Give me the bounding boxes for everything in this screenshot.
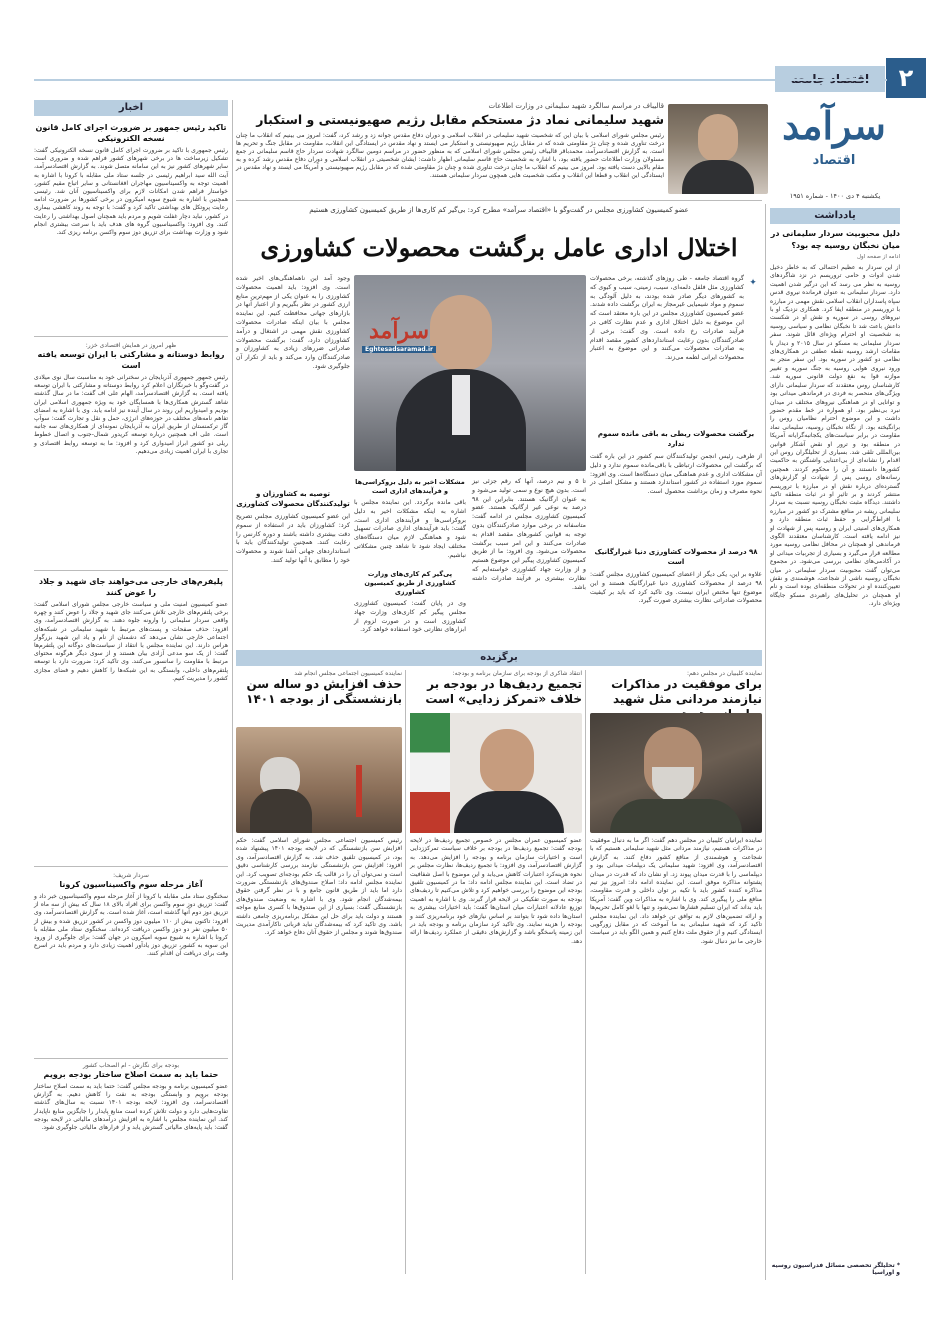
akhbar-item-body: عضو کمیسیون برنامه و بودجه مجلس گفت: حتما باید به سمت اصلاح ساختار بودجه برویم و وابستگی بودجه به نفت را کاهش دهیم. به گزارش اقتصادسرآمد، وی افزود: لایحه بودجه ۱۴۰۱ نسبت به سال‌های گذشته تفاوت‌هایی دارد و دولت تلاش کرده است منابع پایدار را جایگزین منابع ناپایدار کند. این نماینده مجلس با اشاره به افزایش درآمدهای مالیاتی در لایحه بودجه گفت: باید پایه‌های مالیاتی گسترش یابد و از فرارهای مالیاتی جلوگیری شود.: [34, 1083, 228, 1132]
akhbar-item-title: حتما باید به سمت اصلاح ساختار بودجه برویم: [43, 1070, 219, 1079]
bargozideh-body: نماینده ایرانیان کلیبیان در مجلس دهم گفت: اگر ما به دنبال موفقیت در مذاکرات هستیم، نیازمند مردانی مثل شهید سلیمانی هستیم که با شجاعت و هوشمندی از منافع کشور دفاع کنند. به گزارش اقتصادسرآمد، وی افزود: شهید سلیمانی یک دیپلمات میدانی بود و دیپلماسی را با قدرت میدان پیوند زد. او نشان داد که قدرت در میدان پشتوانه مذاکره موفق است. این نماینده ادامه داد: امروز نیز تیم مذاکره کننده کشور باید با تکیه بر توان داخلی و قدرت مقاومت، منافع ملی را پیگیری کند. وی با اشاره به مذاکرات وین گفت: آمریکا باید بداند که ایران تسلیم فشارها نمی‌شود و تنها با لغو کامل تحریم‌ها و ارائه تضمین‌های لازم به توافق تن خواهد داد. این نماینده مجلس تاکید کرد که شهید سلیمانی به ما آموخت که در مقابل زورگویی ایستادگی کنیم و از حقوق ملت دفاع کنیم و همین الگو باید در سیاست خارجی ما نیز دنبال شود.: [590, 837, 762, 945]
akhbar-item-3: [34, 576, 228, 862]
sep-logo-icon: ✦: [749, 278, 757, 288]
bargozideh-item-3: [236, 670, 402, 1274]
bargozideh-item-1: [590, 670, 762, 1274]
column-rule: [765, 204, 766, 1280]
main-col-body: گروه اقتصاد جامعه - طی روزهای گذشته، برخی محصولات کشاورزی مثل فلفل دلمه‌ای، سیب، زمینی، سیب و کیوی که به کشورهای دیگر صادر شده بودند، به دلیل آلودگی به سموم و مواد شیمیایی غیرمجاز به ایران برگشت داده شدند. عضو کمیسیون کشاورزی مجلس در این باره معتقد است که این موضوع به دلیل اختلال اداری و عدم نظارت کافی در فرآیند صادرات رخ داده است. وی گفت: برخی از صادرکنندگان بدون رعایت استانداردهای کشور مقصد اقدام به صادرات محصولات می‌کنند و این موضوع به اعتبار محصولات ایرانی لطمه می‌زند.: [590, 275, 744, 362]
bargozideh-body: رئیس کمیسیون اجتماعی مجلس شورای اسلامی گفت: حکم افزایش سن بازنشستگی که در لایحه بودجه ۱۴۰۱ پیشنهاد شده بود، در کمیسیون تلفیق حذف شد. به گزارش اقتصادسرآمد، وی افزود: افزایش سن بازنشستگی نیازمند بررسی کارشناسی دقیق است و نمی‌توان آن را در قالب یک حکم بودجه‌ای تصویب کرد. این نماینده مجلس ادامه داد: اصلاح صندوق‌های بازنشستگی ضرورت دارد اما باید از طریق قانون جامع و با در نظر گرفتن حقوق بیمه‌شدگان انجام شود. وی با اشاره به وضعیت صندوق‌های بازنشستگی گفت: بسیاری از این صندوق‌ها با کسری منابع مواجه هستند و دولت باید برای حل این مشکل برنامه‌ریزی جامعی داشته باشد. وی تاکید کرد که بیمه‌شدگان نباید قربانی ناکارآمدی مدیریت صندوق‌ها شوند و مجلس از حقوق آنان دفاع خواهد کرد.: [236, 837, 402, 937]
page-number-badge: ۲: [886, 58, 926, 98]
divider: [34, 1058, 228, 1059]
akhbar-item-body: عضو کمیسیون امنیت ملی و سیاست خارجی مجلس شورای اسلامی گفت: برخی پلتفرم‌های خارجی تلاش می‌کنند جای شهید و جلاد را عوض کنند و چهره واقعی سردار سلیمانی را وارونه جلوه دهند. به گزارش اقتصادسرآمد، وی افزود: حذف صفحات و پست‌های مرتبط با شهید سلیمانی در شبکه‌های اجتماعی خارجی نشان می‌دهد که دشمنان از نام و یاد این شهید بزرگوار هراس دارند. این نماینده مجلس با انتقاد از سیاست‌های دوگانه این پلتفرم‌ها گفت: از یک سو مدعی آزادی بیان هستند و از سوی دیگر هرگونه محتوای مرتبط با مقاومت را سانسور می‌کنند. وی تاکید کرد: ضرورت دارد با توسعه پلتفرم‌های داخلی، وابستگی به این شبکه‌ها را کاهش دهیم و فضای مجازی کشور را مدیریت کنیم.: [34, 601, 228, 682]
akhbar-item-body: رئیس جمهوری با تاکید بر ضرورت اجرای کامل قانون نسخه الکترونیکی گفت: تشکیل زیرساخت ها در برخی شهرهای کشور فراهم شده و ضروری است سایر شهرهای کشور نیز به این سامانه متصل شوند. به گزارش اقتصادسرآمد، آیت الله سید ابراهیم رئیسی در جلسه ستاد ملی مقابله با کرونا با اشاره به اهمیت توجه به واکسیناسیون مهاجران افغانستانی و سایر اتباع مقیم کشور، خواستار فراهم شدن امکانات لازم برای واکسیناسیون آنان شد. رئیسی همچنین با اشاره به شیوع سویه امیکرون در برخی کشورها بر ضرورت ادامه رعایت پروتکل های بهداشتی تاکید کرد و گفت: با توجه به روند کاهشی بیماری در کشور، نباید دچار غفلت شویم و مردم باید همچنان اصول بهداشتی را رعایت کنند. وی افزود: واکسیناسیون گروه های هدف باید با سرعت بیشتری انجام شود و وزارت بهداشت برای تزریق دوز سوم واکسن برنامه ریزی کند.: [33, 147, 228, 237]
bargozideh-title: تجمیع ردیف‌ها در بودجه بر خلاف «تمرکز زدایی» است: [425, 677, 582, 706]
bargozideh-item-2: [410, 670, 582, 1274]
main-col-body: وجود آمد این ناهماهنگی‌های اخیر شده است. وی افزود: باید اهمیت محصولات کشاورزی را به عنوان یکی از مهم‌ترین منابع ارزی کشور در نظر بگیریم و از اعتبار آنها در بازارهای جهانی محافظت کنیم. این نماینده مجلس با بیان اینکه صادرات محصولات کشاورزی نقش مهمی در اشتغال و درآمد کشاورزان دارد، گفت: برگشت محصولات صادراتی ضررهای زیادی به کشاورزان و صادرکنندگان وارد می‌کند و باید از تکرار آن جلوگیری شود.: [236, 275, 350, 370]
bargozideh-body: عضو کمیسیون عمران مجلس در خصوص تجمیع ردیف‌ها در لایحه بودجه گفت: تجمیع ردیف‌ها در بودجه بر خلاف سیاست تمرکززدایی است و اختیارات سازمان برنامه و بودجه را افزایش می‌دهد. به گزارش اقتصادسرآمد، وی افزود: با تجمیع ردیف‌ها، نظارت مجلس بر نحوه هزینه‌کرد اعتبارات کاهش می‌یابد و این موضوع با اصل شفافیت در تضاد است. این نماینده مجلس ادامه داد: ما در کمیسیون تلفیق بودجه این موضوع را بررسی خواهیم کرد و تلاش می‌کنیم تا ردیف‌های بودجه به صورت تفکیکی در لایحه قرار گیرند. وی با اشاره به اهمیت توزیع عادلانه اعتبارات میان استان‌ها گفت: باید اختیارات بیشتری به استان‌ها داده شود تا بتوانند بر اساس نیازهای خود برنامه‌ریزی کنند و بودجه را هزینه نمایند. وی تاکید کرد سازمان برنامه و بودجه باید در این زمینه پاسخگو باشد و گزارش‌های دقیقی از عملکرد ردیف‌ها ارائه دهد.: [410, 837, 582, 945]
qalibaf-photo: [668, 104, 768, 194]
column-rule: [405, 670, 406, 1274]
watermark-text: سرآمد: [368, 318, 430, 344]
main-col-subhead: ۹۸ درصد از محصولات کشاورزی دنیا غیرارگانیک است: [594, 548, 758, 566]
akhbar-item-title: تاکید رئیس جمهور بر ضرورت اجرای کامل قانون نسخه الکترونیکی: [35, 123, 227, 143]
akhbar-item-2: [34, 342, 228, 564]
logo-main: سرآمد: [782, 103, 886, 148]
bargozideh-header: برگزیده: [236, 650, 762, 666]
akhbar-item-4: [34, 872, 228, 1052]
akhbar-item-kicker: سردار شریف:: [113, 872, 149, 879]
mp-shakeri-photo: [410, 713, 582, 833]
main-story-title: اختلال اداری عامل برگشت محصولات کشاورزی: [260, 233, 738, 262]
main-col-body: تا ۵ و نیم درصد، آنها که رقم جزئی نیز است. بدون هیچ نوع و سمی تولید می‌شود و به عنوان ارگانیک هستند. بنابراین این ۹۸ درصد به نوعی غیر ارگانیک هستند. عضو کمیسیون کشاورزی مجلس در ادامه گفت: متاسفانه در برخی موارد صادرکنندگان بدون توجه به قوانین کشورهای مقصد اقدام به صادرات می‌کنند و این امر سبب برگشت محصولات می‌شود. وی افزود: ما از طریق کمیسیون کشاورزی پیگیر این موضوع هستیم و از وزارت جهاد کشاورزی خواسته‌ایم که نظارت بیشتری بر فرآیند صادرات داشته باشد.: [472, 478, 586, 591]
yaddasht-footer: * تحلیلگر تخصصی مسائل فدراسیون روسیه و اوراسیا: [771, 1262, 900, 1276]
main-col-body: باقی مانده برگردد. این نماینده مجلس با اشاره به اینکه مشکلات اخیر به دلیل بروکراسی‌ها و فرآیندهای اداری است، گفت: باید فرآیندهای اداری صادرات تسهیل شود و هماهنگی لازم میان دستگاه‌های مختلف ایجاد شود تا شاهد چنین مشکلاتی نباشیم.: [354, 499, 466, 559]
logo-sub: اقتصاد: [812, 153, 856, 168]
masthead-logo: [776, 100, 892, 190]
main-col-2: [236, 275, 350, 645]
akhbar-header: اخبار: [34, 100, 228, 116]
watermark-logo: [362, 316, 436, 356]
yaddasht-header: یادداشت: [770, 208, 900, 224]
pensioner-photo: [236, 727, 402, 833]
main-col-body: این عضو کمیسیون کشاورزی مجلس تصریح کرد: کشاورزان باید در استفاده از سموم دقت بیشتری داشته باشند و دوره کارنس را رعایت کنند. همچنین تولیدکنندگان باید با استانداردهای جهانی آشنا شوند و محصولات خود را مطابق با آنها تولید کنند.: [236, 513, 350, 564]
soleimani-photo: [590, 713, 762, 833]
divider: [34, 570, 228, 571]
header-rule: [34, 79, 887, 81]
bargozideh-kicker: انتقاد شاکری از بودجه برای سازمان برنامه و بودجه:: [452, 670, 582, 677]
akhbar-item-title: روابط دوستانه و مشارکتی با ایران توسعه یافته است: [37, 350, 225, 370]
divider: [236, 200, 762, 201]
akhbar-item-kicker: ظهر امروز در همایش اقتصادی خزر:: [85, 342, 177, 349]
top-story-body: رئیس مجلس شورای اسلامی با بیان این که شخصیت شهید سلیمانی در انقلاب اسلامی و دوران دفاع مقدس جوانه زد و رشد کرد، گفت: امروز می بینیم که انقلاب ما چنان درخت تناوری شده و چنان دژ مقاومتی شده که در مقابل رژیم صهیونیستی و استکبار می ایستد و نهاد مقدس در ایستادگی این انقلاب، مقاومت در مقابل جنگ و تحریم ها است. به گزارش اقتصادسرآمد، محمدباقر قالیباف رئیس مجلس شورای اسلامی که به منظور حضور در مراسم دومین سالگرد شهادت سردار حاج قاسم سلیمانی در جمع مسئولان وزارت اطلاعات حضور یافته بود، با اشاره به شخصیت حاج قاسم سلیمانی اظهار داشت: ایشان شخصیتی در انقلاب اسلامی و دوران دفاع مقدس رشد کرده و به مقام بالایی دست یافته بود. امروز می بینیم که انقلاب ما چنان درخت تناوری شده و چنان دژ مقاومتی شده که در مقابل رژیم صهیونیستی و آمریکا می ایستد و نهاد مقدس در ایستادگی این انقلاب و قطعا این انقلاب و مکتب شخصیت هایی همچون سردار سلیمانی هستند.: [236, 132, 664, 179]
bargozideh-kicker: نماینده کمیسیون اجتماعی مجلس انجام شد: [294, 670, 402, 677]
mp-photo: [354, 275, 586, 471]
main-story-kicker: عضو کمیسیون کشاورزی مجلس در گفت‌وگو با «اقتصاد سرآمد» مطرح کرد: بی‌گیر کم کاری‌ها از طریق کمیسیون کشاورزی هستیم: [309, 206, 689, 214]
main-col-1: [590, 275, 762, 645]
akhbar-item-title: آغاز مرحله سوم واکسیناسیون کرونا: [59, 880, 203, 889]
date-line: یکشنبه ۴ دی ۱۴۰۰ - شماره ۱۹۵۱: [789, 192, 881, 200]
yaddasht-title: دلیل محبوبیت سردار سلیمانی در میان نخبگان روسیه چه بود؟: [770, 229, 900, 250]
top-story-title: شهید سلیمانی نماد دژ مستحکم مقابل رژیم صهیونیستی و استکبار: [256, 112, 664, 127]
akhbar-item-1: [34, 122, 228, 327]
bargozideh-kicker: نماینده کلیبیان در مجلس دهم:: [686, 670, 762, 677]
main-col-body: از طرفی، رئیس انجمن تولیدکنندگان سم کشور در این باره گفت که برگشت این محصولات ارتباطی با باقی‌مانده سموم ندارد و دلیل آن مشکلات اداری و عدم هماهنگی میان دستگاه‌ها است. وی افزود: سموم مورد استفاده در کشور استاندارد هستند و مشکل اصلی در نحوه مصرف و زمان برداشت محصول است.: [590, 453, 762, 496]
main-col-body: علاوه بر این، یکی دیگر از اعضای کمیسیون کشاورزی مجلس گفت: ۹۸ درصد از محصولات کشاورزی دنیا غیرارگانیک هستند و این موضوع تنها مختص ایران نیست. وی تاکید کرد که باید بر کیفیت محصولات صادراتی نظارت بیشتری صورت گیرد.: [590, 571, 762, 605]
top-story-kicker: قالیباف در مراسم سالگرد شهید سلیمانی در وزارت اطلاعات: [488, 102, 664, 110]
main-col-subhead: مشکلات اخیر به دلیل بروکراسی‌ها و فرآیندهای اداری است: [355, 478, 465, 495]
akhbar-item-kicker: بودجه برای نگارش - ام الصحاب کشور: [83, 1062, 179, 1069]
main-col-subhead: پی‌گیر کم کاری‌های وزارت کشاورزی از طریق کمیسیون کشاورزی: [364, 570, 456, 596]
akhbar-item-title: پلیفرم‌های خارجی می‌خواهند جای شهید و جلاد را عوض کنند: [38, 577, 224, 597]
column-rule: [232, 100, 233, 1280]
watermark-url: Eghtesadsaramad.ir: [362, 346, 436, 353]
main-col-subhead: برگشت محصولات ربطی به باقی مانده سموم ندارد: [597, 430, 755, 448]
akhbar-item-body: رئیس جمهور جمهوری آذربایجان در سخنرانی خود به مناسبت سال نوی میلادی در گفت‌وگو با خبرنگاران اعلام کرد روابط دوستانه و مشارکتی با ایران توسعه یافته است. به گزارش اقتصادسرآمد، الهام علی اف گفت: ما در سال گذشته شاهد گسترش همکاری‌ها با همسایگان خود به ویژه جمهوری اسلامی ایران بودیم و امیدواریم این روند در سال آینده نیز ادامه یابد. وی با اشاره به امضای تفاهم نامه‌های مختلف در حوزه‌های انرژی، حمل و نقل و تجارت گفت: سوآپ گاز ترکمنستان از طریق ایران به آذربایجان نمونه‌ای از همکاری‌های سه جانبه است. علی اف همچنین درباره توسعه کریدور شمال-جنوب و اتصال خطوط ریلی دو کشور ابراز امیدواری کرد و افزود: ما به توسعه روابط اقتصادی و تجاری با ایران اهمیت زیادی می‌دهیم.: [34, 374, 228, 455]
column-rule: [585, 670, 586, 1274]
yaddasht-body: از این سردار به عظیم احتمالی که به خاطر دخیل شدن ادوات و حامی تروریسم در نزد شاگردهای روسیه به نظر می رسد که این درگیر شدن اهمیت دارد. سردار سلیمانی به عنوان فرمانده نیروی قدس سپاه پاسداران انقلاب اسلامی نقش مهمی در مبارزه با تروریسم در منطقه ایفا کرد. همکاری نزدیک او با نیروهای روسی در سوریه و نقش او در شکست داعش باعث شد تا نخبگان نظامی و سیاسی روسیه به شخصیت او احترام ویژه‌ای قائل شوند. سفر سردار سلیمانی به مسکو در سال ۲۰۱۵ و دیدار با مقامات ارشد روسیه نقطه عطفی در همکاری‌های نظامی دو کشور در سوریه بود. این سفر منجر به ورود نیروی هوایی روسیه به جنگ سوریه و تغییر موازنه قوا به نفع دولت قانونی سوریه شد. کارشناسان روس معتقدند که سردار سلیمانی دارای ویژگی‌های منحصر به فردی در فرماندهی میدانی بود و توانایی او در هماهنگی نیروهای مختلف در میدان نبرد بی‌نظیر بود. او همواره در خط مقدم حضور داشت و این موضوع احترام نظامیان روس را برانگیخته بود. از نگاه نخبگان روسیه، سلیمانی نماد مقاومت در برابر سیاست‌های یکجانبه‌گرایانه آمریکا در منطقه بود و ترور او نقض آشکار قوانین بین‌المللی تلقی شد. بسیاری از تحلیلگران روس این اقدام را نشانه‌ای از بی‌اعتنایی واشنگتن به حاکمیت کشورها دانستند و آن را محکوم کردند. همچنین رسانه‌های روسی پس از شهادت او گزارش‌های گسترده‌ای درباره نقش او در مبارزه با تروریسم منتشر کردند و بر تاثیر او در ثبات منطقه تاکید داشتند. دیدگاه مثبت نخبگان روسیه نسبت به سردار سلیمانی ریشه در منافع مشترک دو کشور در مبارزه با افراط‌گرایی و حفظ ثبات منطقه دارد و همکاری‌های امنیتی ایران و روسیه پس از شهادت او نیز ادامه یافته است. کارشناسان معتقدند الگوی فرماندهی او همچنان در محافل نظامی روسیه مورد مطالعه قرار می‌گیرد و بسیاری از تجربیات میدانی او در آکادمی‌های نظامی بررسی می‌شود. در مجموع می‌توان گفت محبوبیت سردار سلیمانی در میان نخبگان روسیه ناشی از شجاعت، هوشمندی و نقش تعیین‌کننده او در تحولات منطقه‌ای بوده است و نام او همچنان در تحلیل‌های راهبردی مسکو جایگاه ویژه‌ای دارد.: [770, 264, 900, 608]
yaddasht-byline: ادامه از صفحه اول: [857, 254, 900, 260]
akhbar-item-5: [34, 1062, 228, 1274]
main-col-3: [354, 478, 586, 646]
bargozideh-title: حذف افزایش دو ساله سن بازنشستگی از بودجه ۱۴۰۱: [246, 677, 402, 706]
main-col-subhead: توصیه به کشاورزان و تولیدکنندگان محصولات کشاورزی: [236, 490, 350, 508]
bargozideh-title: برای موفقیت در مذاکرات نیازمند مردانی مثل شهید: [611, 677, 762, 706]
main-col-body: وی در پایان گفت: کمیسیون کشاورزی مجلس پیگیر کم کاری‌های وزارت جهاد کشاورزی است و در صورت لزوم از ابزارهای نظارتی خود استفاده خواهد کرد.: [354, 600, 466, 634]
divider: [34, 866, 228, 867]
akhbar-item-body: سخنگوی ستاد ملی مقابله با کرونا از آغاز مرحله سوم واکسیناسیون خبر داد و گفت: تزریق دوز سوم واکسن برای افراد بالای ۱۸ سال که بیش از سه ماه از تزریق دوز دوم آنها گذشته است، آغاز شده است. به گزارش اقتصادسرآمد، وی افزود: تاکنون بیش از ۱۱۰ میلیون دوز واکسن در کشور تزریق شده و بیش از ۵۰ میلیون نفر دو دوز واکسن دریافت کرده‌اند. سخنگوی ستاد ملی مقابله با کرونا با اشاره به شیوع سویه امیکرون در جهان گفت: برای جلوگیری از ورود این سویه به کشور، تزریق دوز یادآور اهمیت زیادی دارد و مردم باید در اسرع وقت برای دریافت آن اقدام کنند.: [34, 893, 228, 958]
divider: [34, 336, 228, 337]
